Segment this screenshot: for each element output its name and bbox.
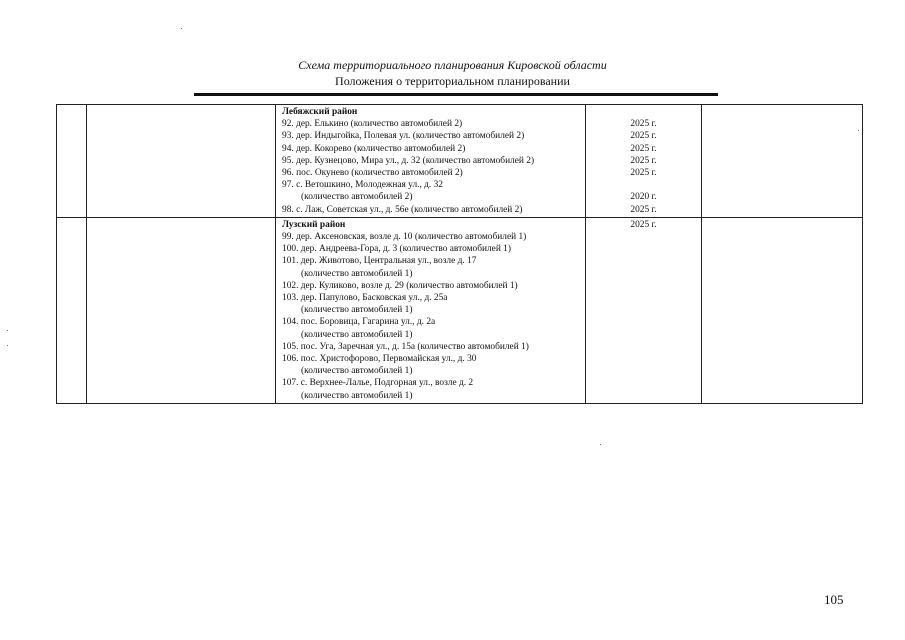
item-number: 98. — [282, 204, 294, 215]
objects-list — [276, 218, 585, 403]
item-number: 94. — [282, 143, 294, 154]
scan-speck — [858, 130, 859, 131]
item-text: пос. Окунево (количество автомобилей 2) — [296, 168, 463, 179]
item-number: 101. — [282, 256, 299, 267]
item-text: пос. Боровица, Гагарина ул., д. 2а — [300, 317, 436, 328]
objects-cell — [276, 105, 586, 218]
table-row-lebyazhsky — [57, 105, 863, 218]
item-text: дер. Папулово, Басковская ул., д. 25а — [300, 293, 448, 304]
item-number: 102. — [282, 280, 299, 291]
item-number: 93. — [282, 131, 294, 142]
year-value: 2025 г. — [630, 131, 657, 142]
item-text: дер. Андреева-Гора, д. 3 (количество автомобилей 1) — [300, 244, 511, 255]
item-text: с. Ветошкино, Молодежная ул., д. 32 — [296, 180, 443, 191]
page-number: 105 — [824, 592, 844, 607]
list-item — [282, 179, 583, 203]
list-item — [282, 231, 583, 243]
list-item — [282, 316, 583, 340]
item-text: с. Лаж, Советская ул., д. 56е (количество автомобилей 2) — [296, 204, 523, 215]
year-value: 2025 г. — [630, 219, 657, 230]
years-cell — [586, 217, 702, 403]
item-number: 105. — [282, 341, 299, 352]
item-text: дер. Кокорево (количество автомобилей 2) — [296, 143, 466, 154]
district-heading: Лузский район — [282, 219, 346, 230]
scan-speck — [7, 345, 8, 346]
year-value: 2025 г. — [630, 167, 657, 178]
scan-speck — [7, 330, 8, 331]
table-cell-empty — [87, 105, 276, 218]
years-list — [586, 105, 701, 216]
header-divider — [194, 93, 718, 96]
scan-speck — [600, 444, 601, 445]
item-text-continuation: (количество автомобилей 2) — [301, 192, 413, 203]
item-text: дер. Индыгойка, Полевая ул. (количество автомобилей 2) — [296, 131, 525, 142]
scan-speck — [181, 28, 182, 29]
item-text: дер. Кузнецово, Мира ул., д. 32 (количество автомобилей 2) — [296, 155, 535, 166]
item-text-continuation: (количество автомобилей 1) — [301, 390, 413, 401]
item-number: 96. — [282, 168, 294, 179]
item-number: 95. — [282, 155, 294, 166]
item-number: 99. — [282, 232, 294, 243]
years-list — [586, 218, 701, 231]
item-number: 92. — [282, 119, 294, 130]
item-number: 103. — [282, 293, 299, 304]
item-text: дер. Куликово, возле д. 29 (количество автомобилей 1) — [300, 280, 518, 291]
year-value: 2025 г. — [630, 143, 657, 154]
item-number: 97. — [282, 180, 294, 191]
list-item — [282, 377, 583, 401]
list-item — [282, 118, 583, 130]
item-text-continuation: (количество автомобилей 1) — [301, 329, 413, 340]
item-number: 107. — [282, 378, 299, 389]
item-text: пос. Уга, Заречная ул., д. 15а (количество автомобилей 1) — [300, 341, 529, 352]
list-item — [282, 143, 583, 155]
list-item — [282, 292, 583, 316]
list-item — [282, 167, 583, 179]
table-row-luzsky — [57, 217, 863, 403]
year-value: 2025 г. — [630, 119, 657, 130]
planning-table — [56, 104, 863, 404]
list-item — [282, 353, 583, 377]
list-item — [282, 155, 583, 167]
table-cell-empty — [57, 105, 87, 218]
list-item — [282, 130, 583, 142]
table-cell-empty — [57, 217, 87, 403]
item-text: с. Верхнее-Лалье, Подгорная ул., возле д. 2 — [300, 378, 474, 389]
list-item — [282, 280, 583, 292]
item-text-continuation: (количество автомобилей 1) — [301, 305, 413, 316]
list-item — [282, 204, 583, 216]
item-number: 100. — [282, 244, 299, 255]
table-cell-empty — [702, 217, 863, 403]
item-number: 106. — [282, 354, 299, 365]
list-item — [282, 255, 583, 279]
list-item — [282, 341, 583, 353]
document-title: Схема территориального планирования Кировской области — [298, 58, 607, 72]
list-item — [282, 243, 583, 255]
item-text-continuation: (количество автомобилей 1) — [301, 366, 413, 377]
item-text: дер. Аксеновская, возле д. 10 (количество автомобилей 1) — [296, 232, 527, 243]
item-text: дер. Елькино (количество автомобилей 2) — [296, 119, 463, 130]
item-text: пос. Христофорово, Первомайская ул., д. 30 — [300, 354, 477, 365]
year-value: 2025 г. — [630, 155, 657, 166]
district-heading: Лебяжский район — [282, 107, 358, 117]
item-text: дер. Животово, Центральная ул., возле д. 17 — [300, 256, 477, 267]
year-value: 2025 г. — [630, 204, 657, 215]
objects-cell — [276, 217, 586, 403]
table-cell-empty — [87, 217, 276, 403]
item-text-continuation: (количество автомобилей 1) — [301, 268, 413, 279]
year-value: 2020 г. — [630, 192, 657, 203]
objects-list — [276, 105, 585, 217]
years-cell — [586, 105, 702, 218]
document-subtitle: Положения о территориальном планировании — [335, 74, 570, 88]
item-number: 104. — [282, 317, 299, 328]
table-cell-empty — [702, 105, 863, 218]
